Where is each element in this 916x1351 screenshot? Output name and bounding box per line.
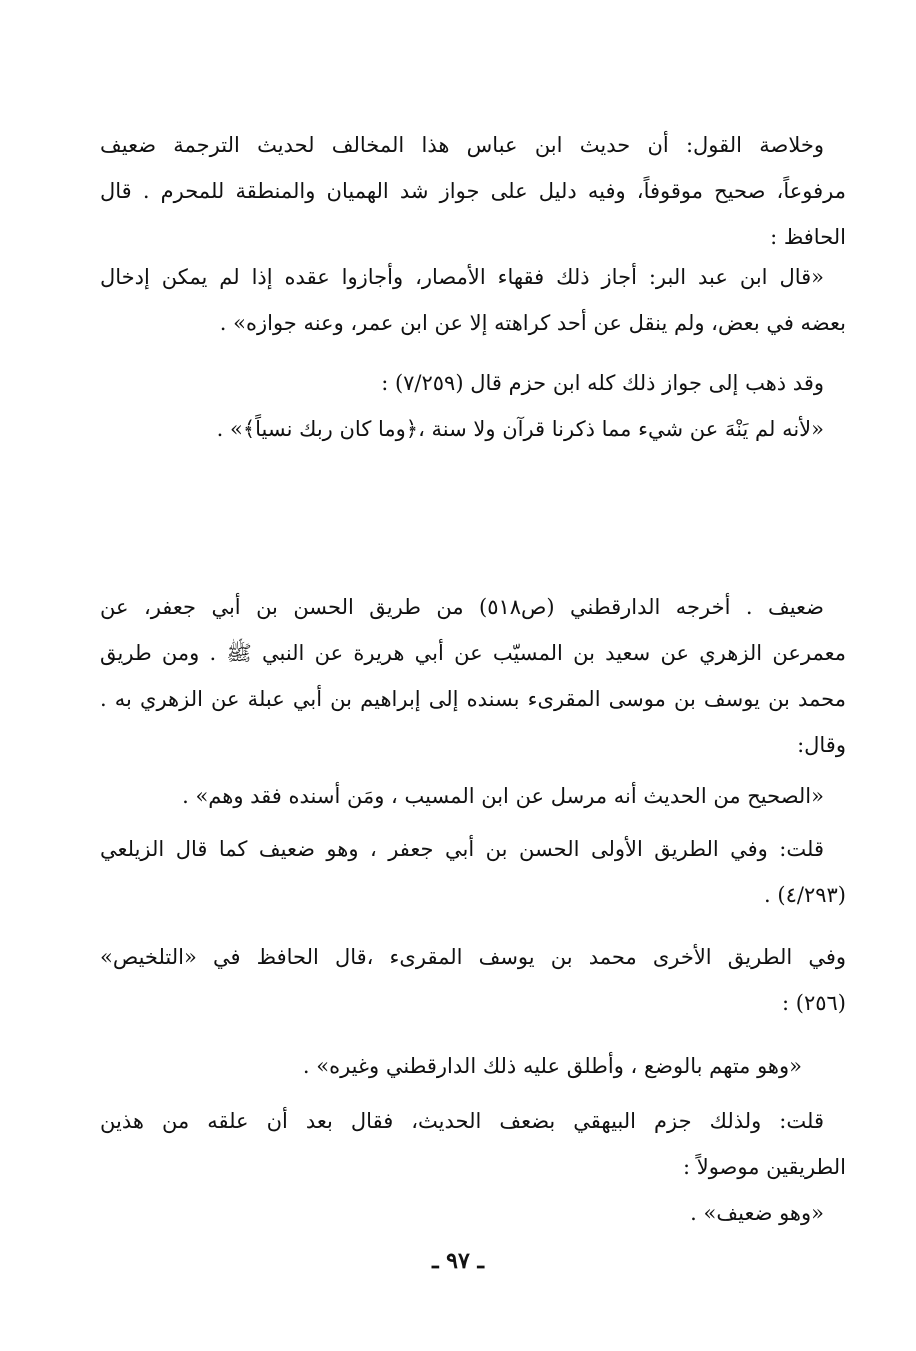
text-line: الطريقين موصولاً : <box>682 1155 846 1179</box>
paragraph-ibn-hazm <box>100 360 846 452</box>
paragraph-takhrij <box>100 584 846 768</box>
text-line: «قال ابن عبد البر: أجاز ذلك فقهاء الأمصار، وأجازوا عقده إذا لم يمكن إدخال <box>100 265 824 289</box>
text-line: «لأنه لم يَنْهَ عن شيء مما ذكرنا قرآن ولا سنة ،﴿وما كان ربك نسياً﴾» . <box>216 417 824 441</box>
paragraph-first-route <box>100 826 846 918</box>
paragraph-talkhis-quote <box>100 1043 846 1089</box>
text-line: ضعيف . أخرجه الدارقطني (ص٥١٨) من طريق الحسن بن أبي جعفر، عن <box>100 595 824 619</box>
text-line: وفي الطريق الأخرى محمد بن يوسف المقرىء ،قال الحافظ في «التلخيص» <box>100 945 846 969</box>
text-line: قلت: ولذلك جزم البيهقي بضعف الحديث، فقال بعد أن علقه من هذين <box>100 1109 824 1133</box>
text-line: بعضه في بعض، ولم ينقل عن أحد كراهته إلا عن ابن عمر، وعنه جوازه» . <box>219 311 846 335</box>
text-line: «وهو متهم بالوضع ، وأطلق عليه ذلك الدارقطني وغيره» . <box>302 1054 802 1078</box>
text-line: (٤/٢٩٣) . <box>764 883 846 907</box>
text-line: قلت: وفي الطريق الأولى الحسن بن أبي جعفر ، وهو ضعيف كما قال الزيلعي <box>100 837 824 861</box>
text-line: «الصحيح من الحديث أنه مرسل عن ابن المسيب ، ومَن أسنده فقد وهم» . <box>182 784 824 808</box>
paragraph-daraqutni-quote <box>100 773 846 819</box>
paragraph-conclusion <box>100 122 846 260</box>
paragraph-ibn-abd-albar-quote <box>100 254 846 346</box>
paragraph-bayhaqi <box>100 1098 846 1236</box>
text-line: وقال: <box>797 733 846 757</box>
page-number: ـ ٩٧ ـ <box>432 1248 484 1274</box>
text-line: معمرعن الزهري عن سعيد بن المسيّب عن أبي هريرة عن النبي ﷺ . ومن طريق <box>100 641 846 665</box>
text-line: مرفوعاً، صحيح موقوفاً، وفيه دليل على جواز شد الهميان والمنطقة للمحرم . قال <box>100 179 846 203</box>
paragraph-second-route <box>100 934 846 1026</box>
text-line: الحافظ : <box>770 225 846 249</box>
text-line: (٢٥٦) : <box>782 991 846 1015</box>
text-line: «وهو ضعيف» . <box>690 1201 824 1225</box>
text-line: وخلاصة القول: أن حديث ابن عباس هذا المخالف لحديث الترجمة ضعيف <box>100 133 824 157</box>
text-line: وقد ذهب إلى جواز ذلك كله ابن حزم قال (٧/٢٥٩) : <box>381 371 824 395</box>
text-line: محمد بن يوسف بن موسى المقرىء بسنده إلى إبراهيم بن أبي عبلة عن الزهري به . <box>100 687 846 711</box>
